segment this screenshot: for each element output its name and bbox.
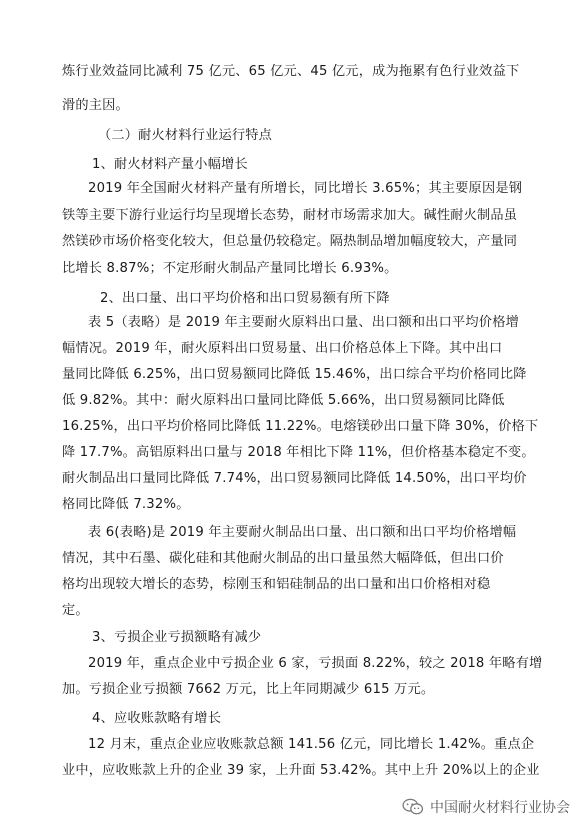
text-line: 16.25%，出口平均价格同比降低 11.22%。电熔镁砂出口量下降 30%，价格下 <box>62 419 539 434</box>
text-line: 比增长 8.87%；不定形耐火制品产量同比增长 6.93%。 <box>62 261 398 276</box>
text-line: 格同比降低 7.32%。 <box>62 497 190 512</box>
text-line: 2、出口量、出口平均价格和出口贸易额有所下降 <box>100 291 390 306</box>
text-line: 加。亏损企业亏损额 7662 万元，比上年同期减少 615 万元。 <box>62 682 435 697</box>
text-line: 业中，应收账款上升的企业 39 家，上升面 53.42%。其中上升 20%以上的企业 <box>62 763 540 778</box>
text-line: 低 9.82%。其中：耐火原料出口量同比降低 5.66%，出口贸易额同比降低 <box>62 393 505 408</box>
text-line: 耐火制品出口量同比降低 7.74%，出口贸易额同比降低 14.50%，出口平均价 <box>62 471 527 486</box>
text-line: 3、亏损企业亏损额略有减少 <box>92 630 262 645</box>
watermark-text: 中国耐火材料行业协会 <box>430 800 570 816</box>
text-line: 降 17.7%。高铝原料出口量与 2018 年相比下降 11%，但价格基本稳定不变。 <box>62 445 535 460</box>
wechat-icon <box>402 798 424 816</box>
text-line: 然镁砂市场价格变化较大，但总量仍较稳定。隔热制品增加幅度较大，产量同 <box>62 234 518 249</box>
text-line: 表 6(表略)是 2019 年主要耐火制品出口量、出口额和出口平均价格增幅 <box>88 525 517 540</box>
text-line: 格均出现较大增长的态势，棕刚玉和铝硅制品的出口量和出口价格相对稳 <box>62 577 491 592</box>
text-line: 4、应收账款略有增长 <box>92 711 222 726</box>
text-line: 表 5（表略）是 2019 年主要耐火原料出口量、出口额和出口平均价格增 <box>88 315 519 330</box>
text-line: 量同比降低 6.25%，出口贸易额同比降低 15.46%，出口综合平均价格同比降 <box>62 367 527 382</box>
text-line: 12 月末，重点企业应收账款总额 141.56 亿元，同比增长 1.42%。重点企 <box>88 737 535 752</box>
text-line: 炼行业效益同比减利 75 亿元、65 亿元、45 亿元，成为拖累有色行业效益下 <box>62 64 520 79</box>
text-line: 2019 年全国耐火材料产量有所增长，同比增长 3.65%；其主要原因是钢 <box>88 181 523 196</box>
text-line: （二）耐火材料行业运行特点 <box>98 128 273 143</box>
text-line: 情况，其中石墨、碳化硅和其他耐火制品的出口量虽然大幅降低，但出口价 <box>62 551 504 566</box>
text-line: 1、耐火材料产量小幅增长 <box>92 157 248 172</box>
text-line: 铁等主要下游行业运行均呈现增长态势，耐材市场需求加大。碱性耐火制品虽 <box>62 208 518 223</box>
watermark <box>402 797 570 817</box>
text-line: 2019 年，重点企业中亏损企业 6 家，亏损面 8.22%，较之 2018 年略有增 <box>88 656 543 671</box>
text-line: 滑的主因。 <box>62 98 129 113</box>
text-line: 幅情况。2019 年，耐火原料出口贸易量、出口价格总体上下降。其中出口 <box>62 341 503 356</box>
text-line: 定。 <box>62 603 89 618</box>
